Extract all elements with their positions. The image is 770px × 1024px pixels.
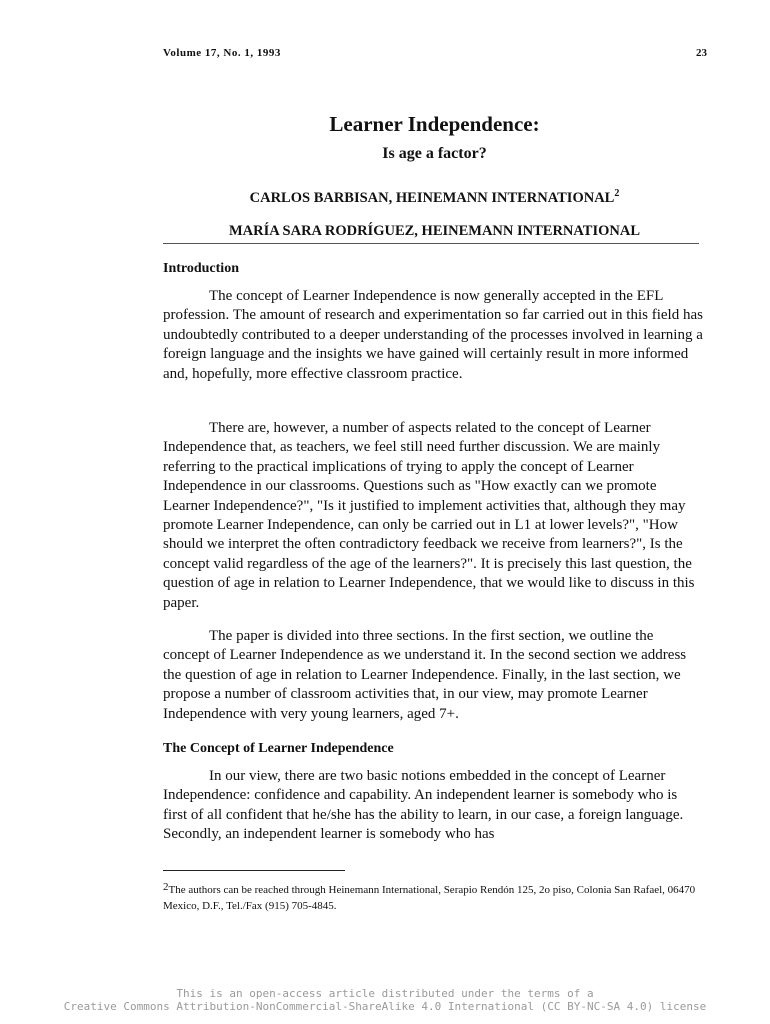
paragraph-3: The paper is divided into three sections. In the first section, we outline the concept of Learner Independence as we understand it. In the second section we address the question of age in relation to Learner Independence. Finally, in the last section, we propose a number of classroom activities that, in our view, may promote Learner Independence with very young learners, aged 7+. (163, 628, 687, 722)
author-2: MARÍA SARA RODRÍGUEZ, HEINEMANN INTERNATIONAL (228, 223, 640, 239)
page-number: 23 (696, 47, 707, 59)
paragraph-1: The concept of Learner Independence is now generally accepted in the EFL profession. The amount of research and experimentation so far carried out in this field has undoubtedly contributed to a deeper understanding of the processes involved in learning a foreign language and the insights we have gained will certainly result in more informed and, hopefully, more effective classroom practice. (163, 288, 703, 382)
license-line-2[interactable]: Creative Commons Attribution-NonCommercial-ShareAlike 4.0 International (CC BY-NC-SA 4.0) license (63, 1000, 707, 1013)
journal-volume: Volume 17, No. 1, 1993 (163, 47, 281, 59)
license-notice (0, 987, 770, 1013)
section-heading-introduction: Introduction (163, 261, 239, 276)
article-subtitle: Is age a factor? (382, 145, 487, 162)
license-line-1: This is an open-access article distributed under the terms of a (176, 987, 594, 1000)
paragraph-4: In our view, there are two basic notions embedded in the concept of Learner Independence: confidence and capability. An independent learner is somebody who is first of all confident that he/she has the ability to learn, in our case, a foreign language. Secondly, an independent learner is somebody who has (163, 768, 684, 843)
author-1-name: CARLOS BARBISAN, HEINEMANN INTERNATIONAL (249, 189, 615, 206)
paragraph-2: There are, however, a number of aspects related to the concept of Learner Independence that, as teachers, we feel still need further discussion. We are mainly referring to the practical implications of trying to apply the concept of Learner Independence in our classrooms. Questions such as "How exactly can we promote Learner Independence?", "Is it justified to implement activities that, although they may promote Learner Independence, can only be carried out in L1 at lower levels?", "How should we interpret the often contradictory feedback we receive from learners?", Is the concept valid regardless of the age of the learners?". It is precisely this last question, the question of age in relation to Learner Independence, that we would like to discuss in this paper. (163, 420, 695, 611)
footnote-divider (163, 870, 345, 871)
author-1 (163, 188, 706, 207)
author-footnote-marker[interactable]: 2 (614, 188, 620, 199)
section-heading-concept: The Concept of Learner Independence (163, 741, 394, 756)
footnote-text: The authors can be reached through Heinemann International, Serapio Rendón 125, 2o piso, Colonia San Rafael, 06470 Mexico, D.F., Tel./Fax (915) 705-4845. (163, 884, 696, 912)
title-divider (163, 243, 699, 244)
footnote-number: 2 (163, 881, 169, 893)
footnote (163, 879, 703, 914)
article-title: Learner Independence: (329, 112, 540, 136)
